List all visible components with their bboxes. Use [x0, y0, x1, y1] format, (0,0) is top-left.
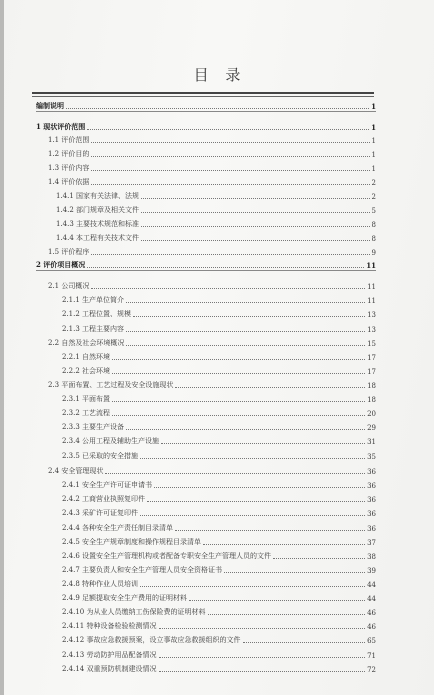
toc-leader-dots — [91, 155, 369, 157]
toc-leader-dots — [141, 239, 369, 241]
toc-entry-page: 1 — [371, 165, 376, 173]
toc-entry-page: 38 — [367, 553, 376, 561]
toc-entry — [36, 99, 376, 112]
toc-entry-title: 2.4.12 事故应急救援预案，设立事故应急救援组织的文件 — [62, 636, 241, 644]
toc-leader-dots — [161, 442, 365, 444]
toc-leader-dots — [141, 225, 369, 227]
toc-leader-dots — [91, 141, 369, 143]
toc-entry-title: 2.1.1 生产单位简介 — [62, 296, 125, 304]
toc-entry-page: 36 — [367, 510, 376, 518]
toc-entry — [62, 350, 376, 362]
toc-entry-page: 39 — [367, 567, 376, 575]
toc-entry-title: 1.4 评价依据 — [48, 178, 90, 186]
toc-leader-dots — [141, 197, 369, 199]
toc-entry-title: 2.1.2 工程位置、规模 — [62, 310, 132, 318]
toc-entry — [48, 133, 376, 145]
toc-entry-page: 11 — [367, 283, 376, 291]
toc-leader-dots — [112, 400, 365, 402]
toc-entry-page: 17 — [367, 368, 376, 376]
toc-entry-page: 46 — [367, 609, 376, 617]
toc-entry-title: 2.3.3 主要生产设备 — [62, 423, 125, 431]
toc-entry — [48, 147, 376, 159]
toc-entry-title: 1.2 评价目的 — [48, 150, 90, 158]
toc-entry-title: 2.2 自然及社会环境概况 — [48, 339, 125, 347]
toc-entry-title: 2.4.5 安全生产规章制度和操作规程目录清单 — [62, 538, 202, 546]
table-of-contents — [4, 0, 434, 695]
toc-entry — [62, 549, 376, 561]
toc-entry — [36, 120, 376, 132]
toc-entry — [62, 307, 376, 319]
toc-entry — [62, 420, 376, 432]
toc-entry — [48, 279, 376, 291]
toc-entry-title: 2.1.3 工程主要内容 — [62, 325, 125, 333]
toc-entry-page: 36 — [367, 468, 376, 476]
toc-leader-dots — [140, 585, 365, 587]
toc-entry — [62, 293, 376, 305]
toc-entry-page: 13 — [367, 326, 376, 334]
toc-entry — [62, 633, 376, 645]
toc-leader-dots — [87, 266, 364, 268]
toc-entry — [62, 406, 376, 418]
toc-entry-title: 2.4.8 特种作业人员培训 — [62, 580, 139, 588]
toc-entry — [62, 478, 376, 490]
toc-entry-page: 20 — [367, 410, 376, 418]
toc-leader-dots — [112, 372, 365, 374]
toc-leader-dots — [243, 641, 366, 643]
toc-entry-page: 15 — [367, 340, 376, 348]
toc-entry — [56, 189, 376, 201]
toc-entry-page: 18 — [367, 396, 376, 404]
toc-entry — [62, 535, 376, 547]
toc-entry-title: 1.5 评价程序 — [48, 248, 90, 256]
toc-entry-page: 17 — [367, 354, 376, 362]
toc-entry-page: 71 — [367, 652, 376, 660]
toc-leader-dots — [91, 169, 369, 171]
toc-entry-title: 2.3 平面布置、工艺过程及安全设施现状 — [48, 381, 174, 389]
toc-entry-title: 2.4.9 足额提取安全生产费用的证明材料 — [62, 594, 188, 602]
toc-entry — [62, 322, 376, 334]
toc-entry — [48, 245, 376, 257]
toc-entry — [62, 563, 376, 575]
toc-leader-dots — [159, 627, 366, 629]
toc-entry-title: 2.1 公司概况 — [48, 282, 90, 290]
toc-leader-dots — [141, 211, 369, 213]
toc-entry — [62, 364, 376, 376]
toc-entry-title: 1.4.3 主要技术规范和标准 — [56, 220, 140, 228]
toc-entry-title: 2.4 安全管理现状 — [48, 467, 104, 475]
toc-entry-title: 2.4.10 为从业人员缴纳工伤保险费的证明材料 — [62, 608, 206, 616]
toc-entry-title: 编制说明 — [36, 101, 64, 110]
toc-leader-dots — [273, 557, 365, 559]
toc-entry — [48, 378, 376, 390]
toc-entry-page: 11 — [366, 261, 376, 270]
toc-entry — [62, 605, 376, 617]
toc-entry — [62, 619, 376, 631]
toc-entry-title: 1.1 评价范围 — [48, 136, 90, 144]
toc-entry-title: 2.4.3 采矿许可证复印件 — [62, 509, 139, 517]
toc-entry-title: 2.4.2 工商营业执照复印件 — [62, 495, 146, 503]
toc-leader-dots — [147, 500, 365, 502]
toc-entry-title: 2.4.11 特种设备检验检测情况 — [62, 622, 157, 630]
toc-entry — [62, 434, 376, 446]
toc-entry-page: 2 — [371, 193, 376, 201]
toc-entry-page: 18 — [367, 382, 376, 390]
toc-entry-page: 1 — [371, 151, 376, 159]
toc-entry-title: 2 评价项目概况 — [36, 260, 86, 269]
toc-entry-title: 2.4.6 设置安全生产管理机构或者配备专职安全生产管理人员的文件 — [62, 552, 272, 560]
toc-entry-title: 2.3.4 公用工程及辅助生产设施 — [62, 437, 160, 445]
toc-entry-title: 2.3.1 平面布置 — [62, 395, 111, 403]
toc-leader-dots — [175, 386, 365, 388]
toc-leader-dots — [133, 315, 365, 317]
toc-entry-page: 13 — [367, 311, 376, 319]
toc-leader-dots — [140, 457, 365, 459]
toc-entry — [48, 161, 376, 173]
toc-entry-page: 1 — [371, 137, 376, 145]
toc-entry — [36, 258, 376, 271]
toc-leader-dots — [91, 183, 369, 185]
toc-leader-dots — [159, 670, 366, 672]
toc-entry-title: 2.2.2 社会环境 — [62, 367, 111, 375]
toc-entry — [62, 506, 376, 518]
toc-entry — [62, 591, 376, 603]
toc-entry-title: 2.4.1 安全生产许可证申请书 — [62, 481, 153, 489]
toc-leader-dots — [203, 543, 365, 545]
toc-leader-dots — [87, 128, 369, 130]
toc-entry — [62, 449, 376, 461]
toc-entry — [56, 217, 376, 229]
toc-entry-page: 36 — [367, 482, 376, 490]
toc-entry-page: 36 — [367, 496, 376, 504]
toc-entry-page: 44 — [367, 595, 376, 603]
toc-entry-page: 2 — [371, 179, 376, 187]
toc-entry-page: 31 — [367, 438, 376, 446]
toc-leader-dots — [91, 253, 369, 255]
toc-leader-dots — [126, 428, 365, 430]
toc-entry-page: 5 — [371, 207, 376, 215]
toc-entry-title: 2.2.1 自然环境 — [62, 353, 111, 361]
toc-entry-title: 2.4.4 各种安全生产责任制目录清单 — [62, 524, 174, 532]
toc-entry-title: 1 现状评价范围 — [36, 122, 86, 131]
toc-entry-title: 1.3 评价内容 — [48, 164, 90, 172]
toc-leader-dots — [112, 358, 365, 360]
toc-leader-dots — [208, 613, 366, 615]
toc-entry-title: 2.4.7 主要负责人和安全生产管理人员安全资格证书 — [62, 566, 223, 574]
toc-leader-dots — [66, 107, 369, 109]
toc-entry — [56, 231, 376, 243]
toc-leader-dots — [126, 301, 365, 303]
toc-entry-page: 37 — [367, 539, 376, 547]
toc-leader-dots — [126, 330, 365, 332]
toc-entry — [48, 175, 376, 187]
toc-entry-page: 8 — [371, 235, 376, 243]
toc-entry — [56, 203, 376, 215]
toc-entry-page: 44 — [367, 581, 376, 589]
toc-entry-title: 2.3.2 工艺流程 — [62, 409, 111, 417]
toc-leader-dots — [112, 414, 365, 416]
toc-entry-page: 29 — [367, 424, 376, 432]
toc-entry-page: 65 — [367, 637, 376, 645]
toc-entry — [62, 577, 376, 589]
toc-entry-title: 2.4.13 劳动防护用品配备情况 — [62, 651, 157, 659]
toc-leader-dots — [126, 344, 365, 346]
toc-entry-page: 8 — [371, 221, 376, 229]
toc-entry — [48, 336, 376, 348]
toc-leader-dots — [91, 287, 365, 289]
toc-leader-dots — [140, 514, 365, 516]
toc-entry — [62, 492, 376, 504]
toc-entry-page: 35 — [367, 453, 376, 461]
toc-entry — [62, 648, 376, 660]
toc-leader-dots — [189, 599, 365, 601]
toc-entry — [48, 464, 376, 476]
toc-leader-dots — [224, 571, 365, 573]
toc-entry-page: 1 — [371, 102, 376, 111]
toc-entry-page: 46 — [367, 623, 376, 631]
toc-entry-page: 1 — [371, 123, 376, 132]
toc-leader-dots — [175, 529, 365, 531]
toc-leader-dots — [154, 486, 365, 488]
toc-entry — [62, 392, 376, 404]
document-page — [4, 0, 434, 695]
toc-entry-page: 36 — [367, 525, 376, 533]
page-title: 目 录 — [193, 66, 247, 84]
toc-leader-dots — [159, 656, 366, 658]
toc-entry — [62, 521, 376, 533]
toc-entry-title: 1.4.1 国家有关法律、法规 — [56, 192, 140, 200]
toc-entry-title: 2.4.14 双重预防机制建设情况 — [62, 665, 157, 673]
toc-entry-title: 1.4.2 部门规章及相关文件 — [56, 206, 140, 214]
toc-leader-dots — [105, 472, 365, 474]
toc-entry-page: 72 — [367, 666, 376, 674]
toc-entry-page: 9 — [371, 249, 376, 257]
toc-entry-title: 2.3.5 已采取的安全措施 — [62, 452, 139, 460]
toc-entry-page: 11 — [367, 297, 376, 305]
toc-entry — [62, 662, 376, 674]
toc-entry-title: 1.4.4 本工程有关技术文件 — [56, 234, 140, 242]
